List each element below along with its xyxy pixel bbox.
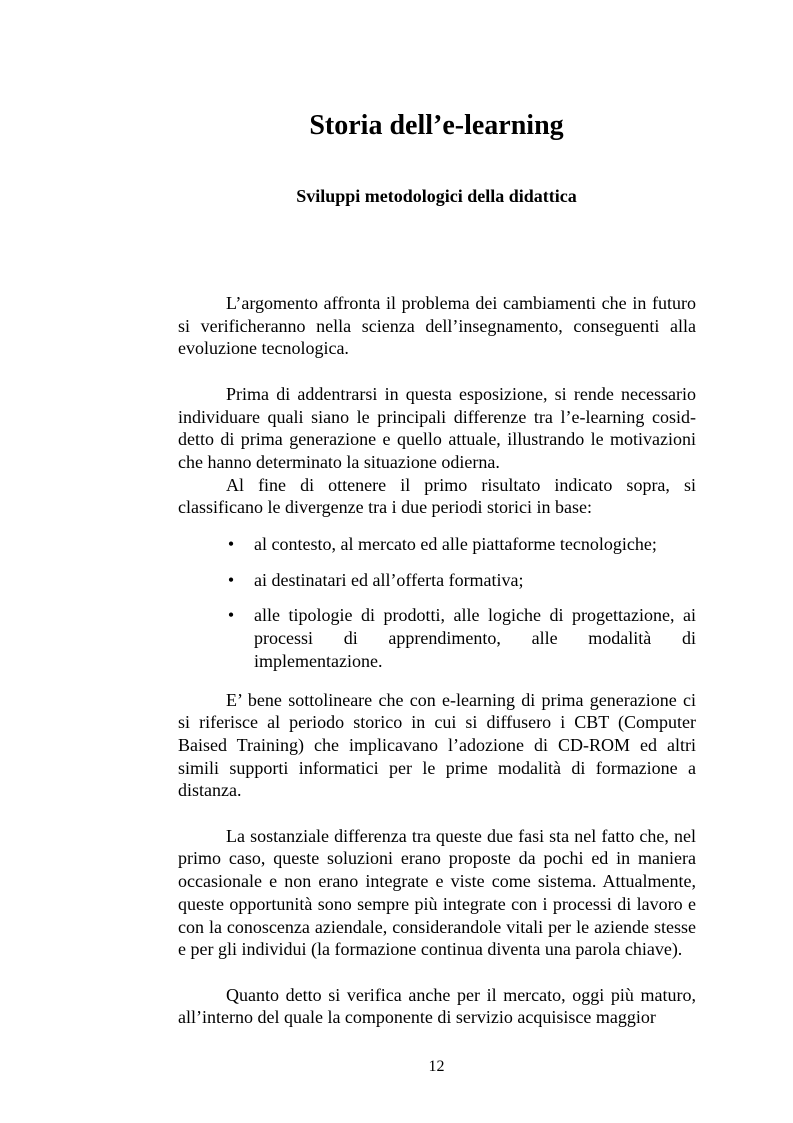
bullet-icon: • — [227, 569, 235, 590]
page-title: Storia dell’e-learning — [309, 110, 564, 141]
list-item-text: alle tipologie di prodotti, alle logiche di progettazione, ai processi di apprendimento, alle modalità di implementazione. — [254, 605, 696, 671]
paragraph-intro: L’argomento affronta il problema dei cambiamenti che in futuro si verificheranno nella scienza dell’insegnamento, conseguenti alla evoluzione tecnologica. — [178, 293, 696, 359]
paragraph-cbt: E’ bene sottolineare che con e-learning di prima generazione ci si riferisce al periodo storico in cui si diffusero i CBT (Computer Baised Training) che implicavano l’adozione di CD-ROM ed altri simili supporti informatici per le prime modalità di formazione a distanza. — [178, 689, 696, 801]
bullet-list — [178, 533, 696, 673]
bullet-icon: • — [227, 534, 235, 555]
list-item — [178, 569, 696, 592]
paragraph-classification: Al fine di ottenere il primo risultato indicato sopra, si classificano le divergenze tra i due periodi storici in base: — [178, 474, 696, 518]
paragraph-market: Quanto detto si verifica anche per il mercato, oggi più maturo, all’interno del quale la componente di servizio acquisisce maggior — [178, 984, 696, 1028]
paragraph-differences: Prima di addentrarsi in questa esposizione, si rende necessario individuare quali siano le principali differenze tra l’e-learning cosid-detto di prima generazione e quello attuale, illustrando le motivazioni che hanno determinato la situazione odierna. — [178, 383, 696, 472]
paragraph-phases: La sostanziale differenza tra queste due fasi sta nel fatto che, nel primo caso, queste soluzioni erano proposte da pochi ed in maniera occasionale e non erano integrate e viste come sistema. Attualmente, queste opportunità sono sempre più integrate con i processi di lavoro e con la conoscenza aziendale, considerandole vitali per le aziende stesse e per gli individui (la formazione continua diventa una parola chiave). — [178, 825, 696, 960]
list-item — [178, 604, 696, 672]
body-text — [178, 292, 696, 1029]
list-item — [178, 533, 696, 556]
page-subtitle: Sviluppi metodologici della didattica — [296, 186, 577, 206]
list-item-text: ai destinatari ed all’offerta formativa; — [254, 569, 524, 590]
bullet-icon: • — [227, 605, 235, 626]
list-item-text: al contesto, al mercato ed alle piattaforme tecnologiche; — [254, 534, 657, 555]
page-number: 12 — [428, 1058, 445, 1075]
